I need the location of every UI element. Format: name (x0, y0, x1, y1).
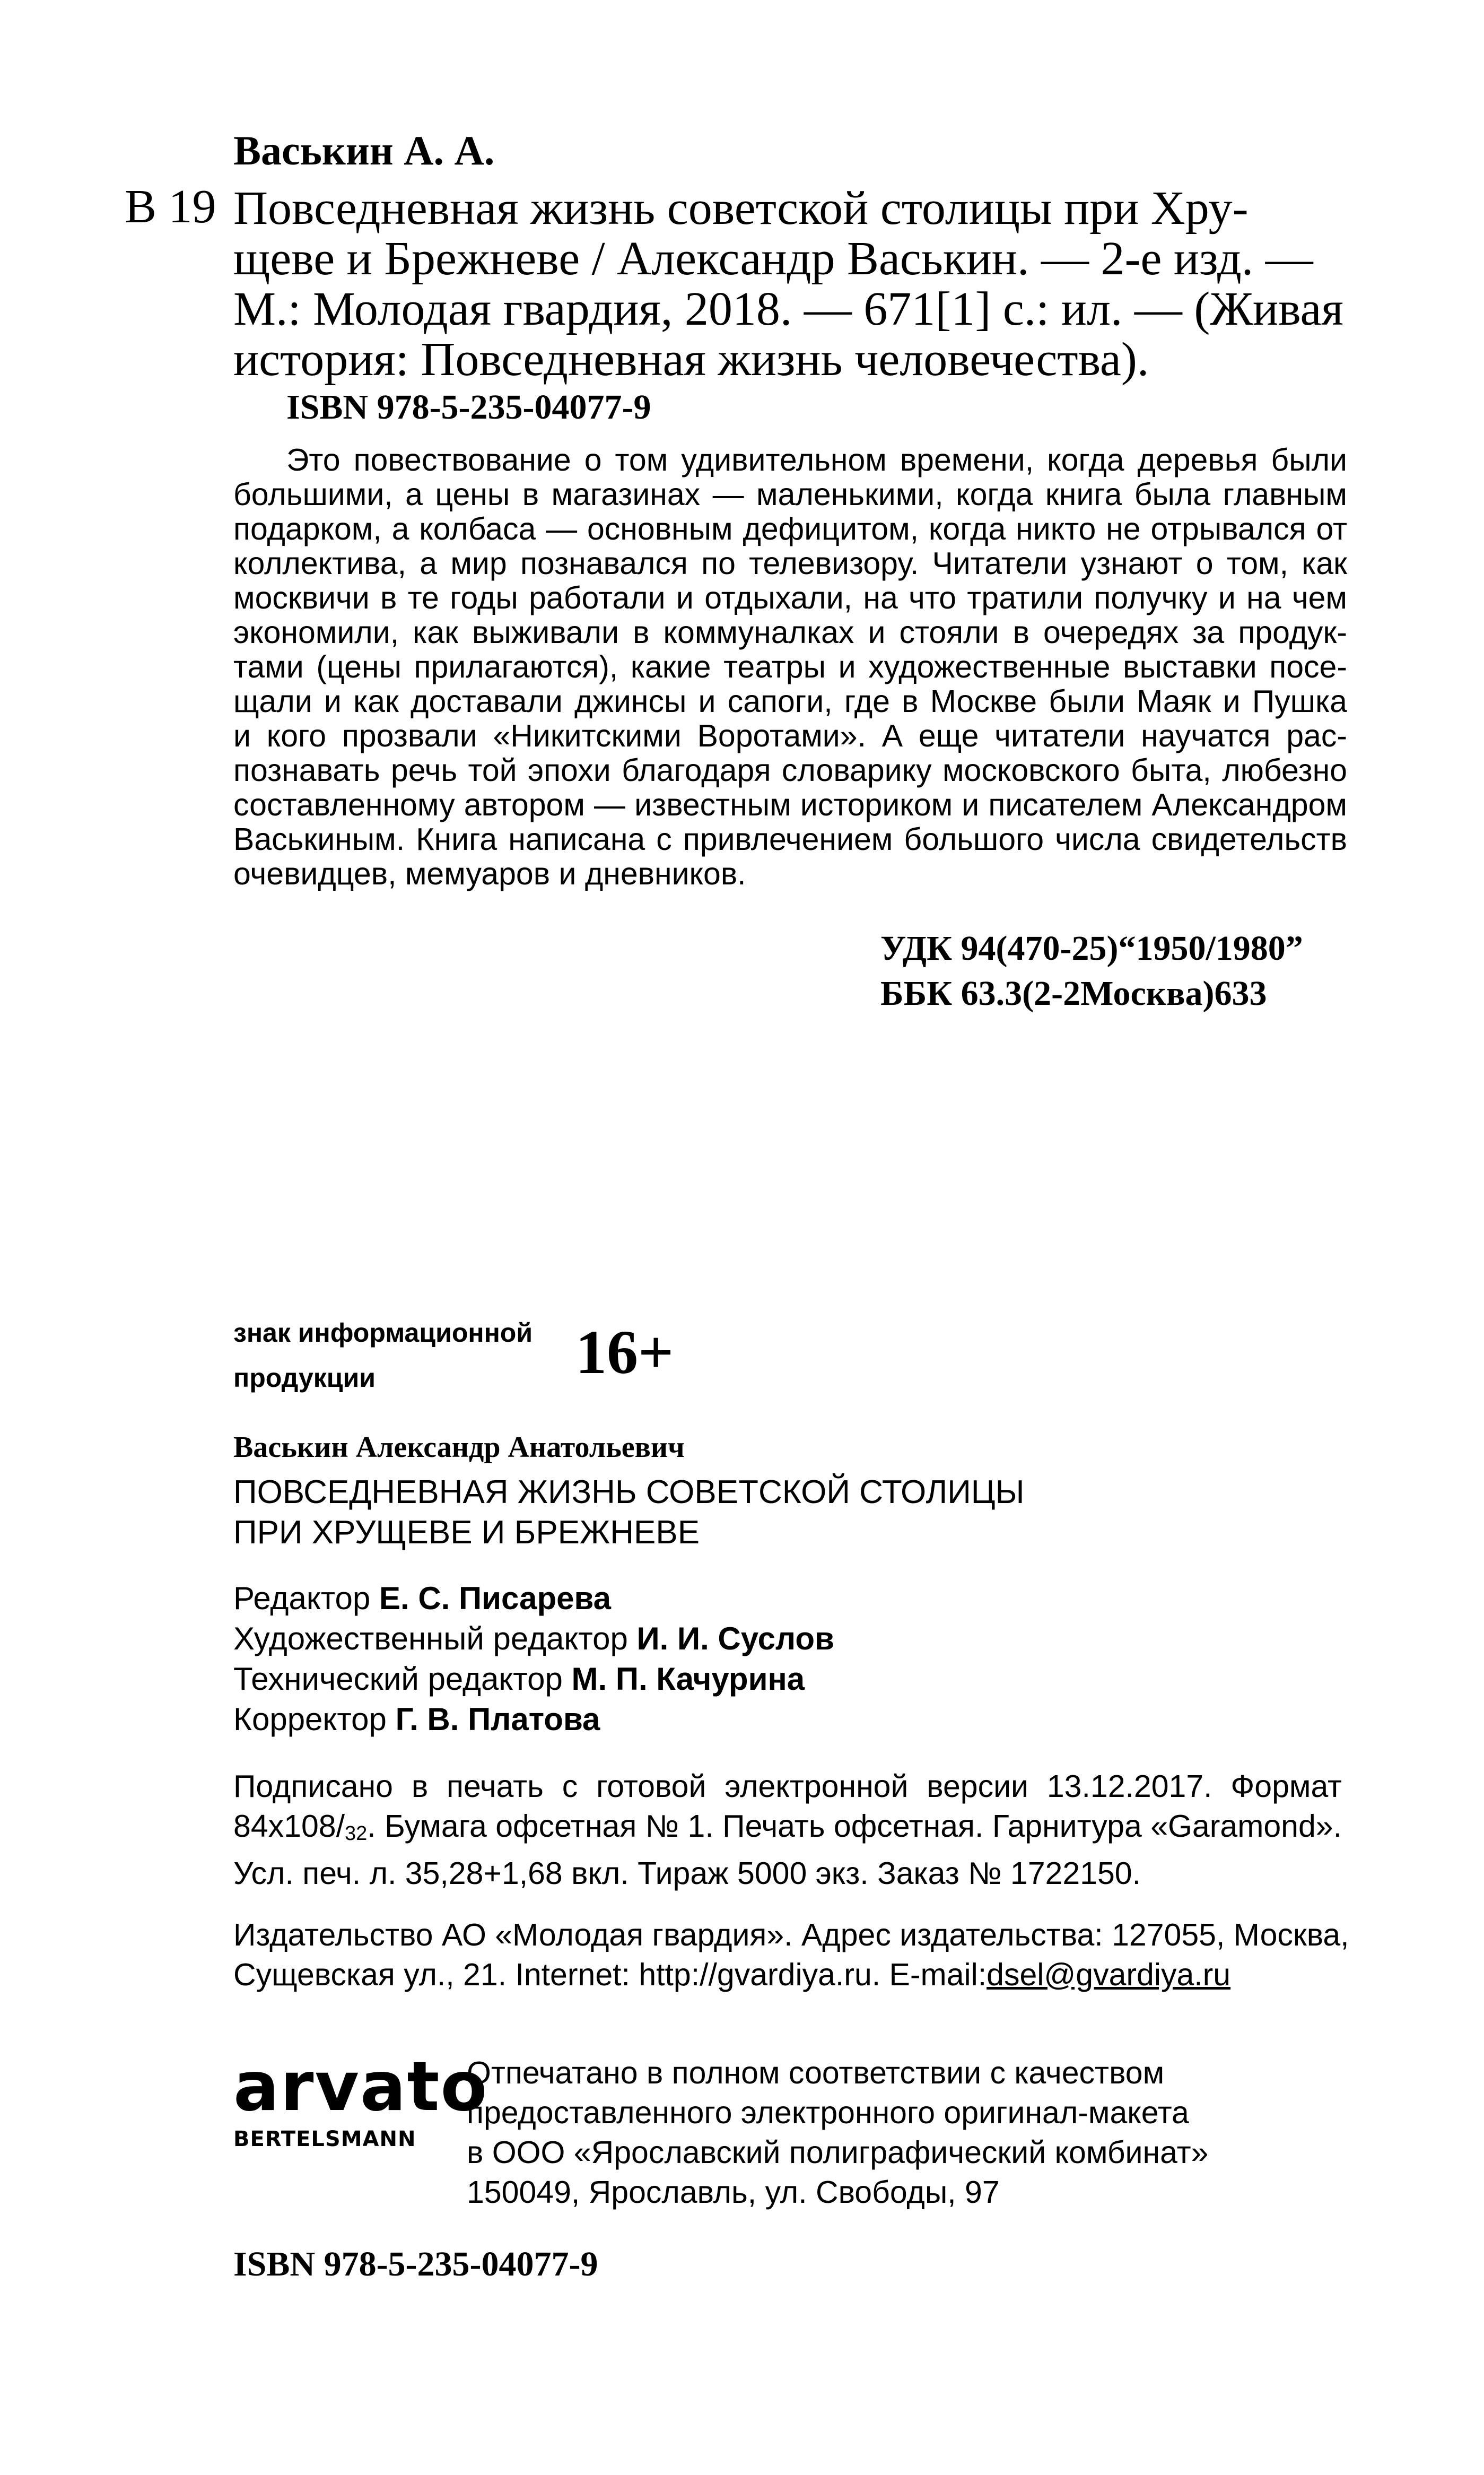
credit-name: Г. В. Платова (395, 1701, 600, 1737)
credit-role: Художественный редактор (233, 1621, 637, 1656)
credit-row (233, 1659, 834, 1699)
credit-name: И. И. Суслов (636, 1621, 834, 1656)
credit-row (233, 1699, 834, 1740)
book-title (233, 1472, 1025, 1553)
credit-role: Редактор (233, 1580, 379, 1616)
annotation-line: щали и как доставали джинсы и сапоги, где в Москве были Маяк и Пушка (233, 684, 1347, 719)
annotation-line: очевидцев, мемуаров и дневников. (233, 856, 746, 891)
publisher-line (233, 1955, 1342, 1995)
annotation-line: большими, а цены в магазинах — маленькими, когда книга была главным (233, 477, 1347, 512)
format-subscript: 32 (344, 1822, 368, 1845)
bibliographic-entry (233, 183, 1352, 385)
udk-code: УДК 94(470-25)“1950/1980” (880, 929, 1303, 968)
info-sign-label-line: продукции (233, 1363, 376, 1393)
publisher-line: Издательство АО «Молодая гвардия». Адрес издательства: 127055, Москва, (233, 1917, 1349, 1952)
logo-subtitle: BERTELSMANN (233, 2127, 416, 2151)
credit-role: Корректор (233, 1701, 396, 1737)
library-code: В 19 (125, 180, 216, 233)
annotation-line: и кого прозвали «Никитскими Воротами». А еще читатели научатся рас- (233, 718, 1347, 753)
printing-house-info (467, 2053, 1208, 2212)
info-sign-label (233, 1310, 533, 1401)
bbk-code: ББК 63.3(2-2Москва)633 (880, 974, 1267, 1013)
info-sign-label-line: знак информационной (233, 1318, 533, 1348)
annotation-line: познавать речь той эпохи благодаря словарику московского быта, любезно (233, 753, 1347, 788)
credits (233, 1578, 834, 1740)
annotation-line: Васькиным. Книга написана с привлечением большого числа свидетельств (233, 822, 1347, 857)
logo-word: arvato (233, 2047, 488, 2126)
credit-name: Е. С. Писарева (379, 1580, 611, 1616)
publisher-info (233, 1915, 1349, 1995)
credit-row (233, 1619, 834, 1659)
annotation-line: коллектива, а мир познавался по телевизору. Читатели узнают о том, как (233, 546, 1347, 581)
annotation-line: москвичи в те годы работали и отдыхали, на что тратили получку и на чем (233, 580, 1347, 615)
credit-name: М. П. Качурина (571, 1661, 805, 1697)
annotation-line: составленному автором — известным историком и писателем Александром (233, 787, 1347, 822)
annotation-line: тами (цены прилагаются), какие театры и художественные выставки посе- (233, 649, 1347, 684)
publisher-address: Сущевская ул., 21. Internet: http://gvardiya.ru. E-mail: (233, 1957, 987, 1992)
annotation-line: подарком, а колбаса — основным дефицитом, когда никто не отрывался от (233, 511, 1347, 546)
book-title-line: ПРИ ХРУЩЕВЕ И БРЕЖНЕВЕ (233, 1514, 700, 1551)
classification-codes (880, 926, 1303, 1016)
publisher-email-link[interactable]: dsel@gvardiya.ru (987, 1957, 1231, 1992)
book-title-line: ПОВСЕДНЕВНАЯ ЖИЗНЬ СОВЕТСКОЙ СТОЛИЦЫ (233, 1474, 1025, 1510)
annotation-line: Это повествование о том удивительном времени, когда деревья были (286, 442, 1347, 477)
print-info (233, 1767, 1342, 1894)
annotation-line: экономили, как выживали в коммуналках и стояли в очередях за продук- (233, 615, 1347, 650)
format-value: 84x108/ (233, 1809, 345, 1844)
print-info-line: Подписано в печать с готовой электронной версии 13.12.2017. Формат (233, 1769, 1342, 1804)
paper-info: . Бумага офсетная № 1. Печать офсетная. Гарнитура «Garamond». (367, 1809, 1342, 1844)
print-info-line: Усл. печ. л. 35,28+1,68 вкл. Тираж 5000 экз. Заказ № 1722150. (233, 1856, 1141, 1891)
printing-line: в ООО «Ярославский полиграфический комбинат» (467, 2135, 1209, 2170)
biblio-line: Повседневная жизнь советской столицы при Хру- (233, 182, 1249, 235)
author-heading: Васькин А. А. (233, 127, 495, 173)
credit-row (233, 1578, 834, 1619)
biblio-line: щеве и Брежневе / Александр Васькин. — 2-е изд. — (233, 232, 1313, 285)
isbn-bottom: ISBN 978-5-235-04077-9 (233, 2245, 598, 2283)
biblio-line: история: Повседневная жизнь человечества). (233, 333, 1149, 386)
age-rating: 16+ (575, 1317, 674, 1387)
printing-line: предоставленного электронного оригинал-макета (467, 2095, 1189, 2130)
isbn-top: ISBN 978-5-235-04077-9 (286, 388, 651, 427)
print-info-line (233, 1807, 1342, 1854)
arvato-logo (233, 2047, 488, 2151)
full-author-name: Васькин Александр Анатольевич (233, 1431, 685, 1464)
printing-line: Отпечатано в полном соответствии с качеством (467, 2055, 1165, 2090)
credit-role: Технический редактор (233, 1661, 572, 1697)
printing-line: 150049, Ярославль, ул. Свободы, 97 (467, 2175, 1000, 2210)
biblio-line: М.: Молодая гвардия, 2018. — 671[1] с.: ил. — (Живая (233, 283, 1343, 335)
annotation (233, 443, 1347, 891)
